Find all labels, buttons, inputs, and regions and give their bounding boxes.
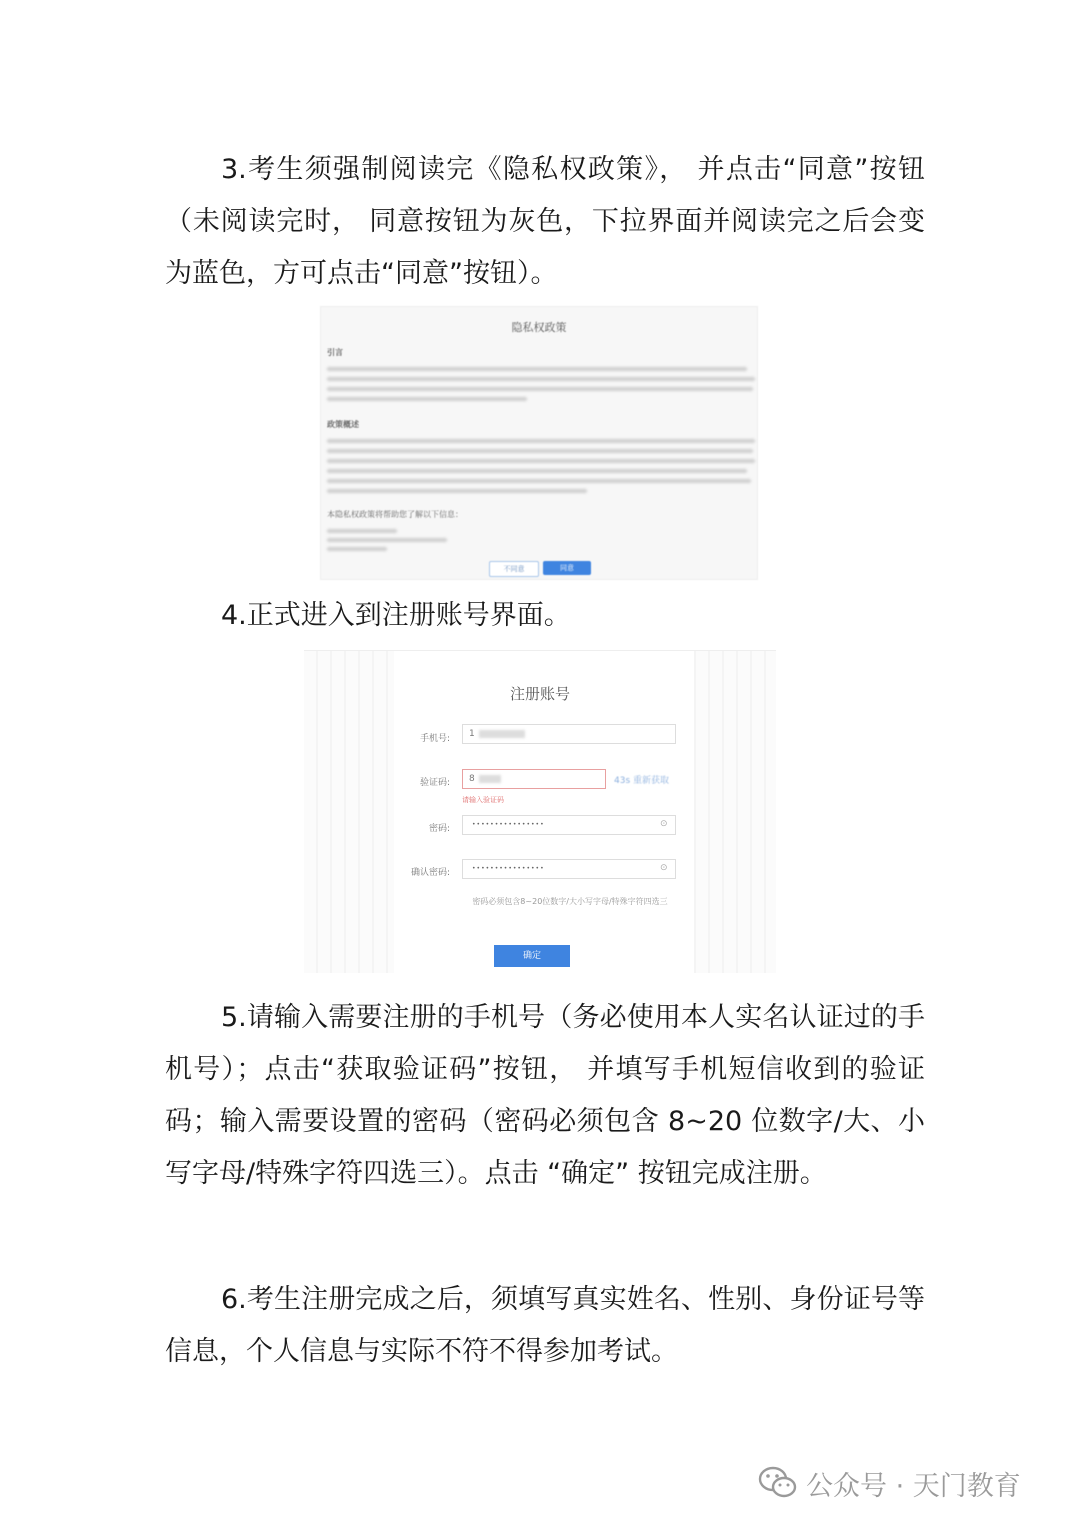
wechat-icon bbox=[758, 1466, 798, 1500]
code-input[interactable]: 8 bbox=[462, 769, 606, 789]
eye-icon[interactable]: ⊙ bbox=[660, 819, 668, 829]
confirm-label: 确认密码 bbox=[410, 868, 447, 878]
eye-icon[interactable]: ⊙ bbox=[660, 863, 668, 873]
password-label: 密码 bbox=[428, 824, 447, 834]
submit-button[interactable]: 确定 bbox=[494, 945, 570, 967]
phone-label: 手机号 bbox=[419, 734, 447, 744]
step-4-paragraph: 4.正式进入到注册账号界面。 bbox=[221, 600, 571, 631]
code-label: 验证码 bbox=[419, 778, 447, 788]
info-heading: 本隐私权政策将帮助您了解以下信息： bbox=[327, 510, 463, 519]
privacy-policy-screenshot bbox=[320, 306, 758, 580]
watermark-text: 公众号 · 天门教育 bbox=[806, 1471, 1021, 1502]
register-screenshot: 注册账号 手机号: 1 验证码: 8 43s 重新获取 请输入验证码 密码: •••••••••••••••• ⊙ 确认密码: •••••••••••••••• ⊙ 密码必须包含8~20位数字/大小写字母/特殊字符四选三 确定 bbox=[304, 650, 776, 973]
resend-sms-button[interactable]: 43s 重新获取 bbox=[614, 776, 670, 786]
step-3-paragraph: 3.考生须强制阅读完《隐私权政策》， 并点击“同意”按钮（未阅读完时， 同意按钮为灰色，下拉界面并阅读完之后会变为蓝色，方可点击“同意”按钮）。 bbox=[165, 154, 925, 289]
agree-button[interactable]: 同意 bbox=[543, 561, 591, 575]
overview-heading: 政策概述 bbox=[327, 420, 359, 429]
confirm-password-dots: •••••••••••••••• bbox=[472, 865, 545, 872]
step-6-paragraph: 6.考生注册完成之后，须填写真实姓名、性别、身份证号等信息，个人信息与实际不符不得参加考试。 bbox=[165, 1284, 925, 1367]
phone-input[interactable]: 1 bbox=[462, 724, 676, 744]
intro-heading: 引言 bbox=[327, 348, 343, 357]
code-error: 请输入验证码 bbox=[462, 796, 504, 804]
step-5-paragraph: 5.请输入需要注册的手机号（务必使用本人实名认证过的手机号）；点击“获取验证码”按钮， 并填写手机短信收到的验证码；输入需要设置的密码（密码必须包含 8~20 位数字/大、小写字母/特殊字符四选三）。点击 “确定” 按钮完成注册。 bbox=[165, 1002, 925, 1189]
disagree-button[interactable]: 不同意 bbox=[489, 561, 539, 577]
privacy-title: 隐私权政策 bbox=[511, 321, 567, 334]
password-hint: 密码必须包含8~20位数字/大小写字母/特殊字符四选三 bbox=[472, 897, 668, 906]
register-title: 注册账号 bbox=[509, 685, 570, 703]
password-dots: •••••••••••••••• bbox=[472, 821, 545, 828]
